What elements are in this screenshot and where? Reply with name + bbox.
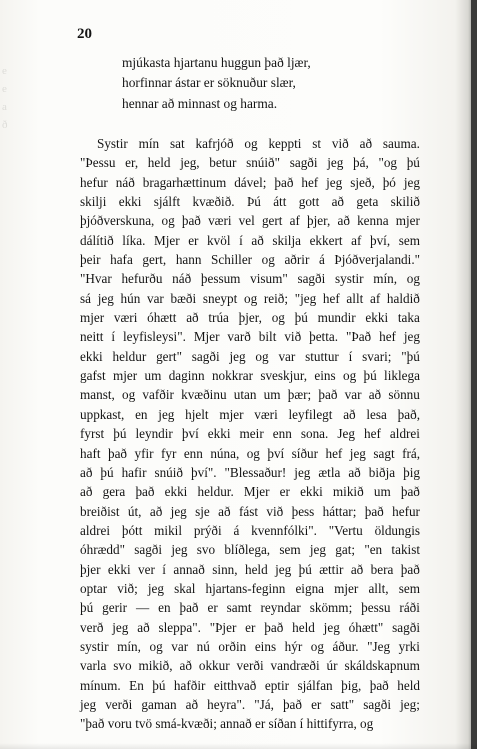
page-bottom-shadow	[0, 743, 477, 749]
prose-line: hefur náð bragarhættinum dável; það hef jeg sjeð, þó jeg	[80, 174, 420, 190]
bleed-through-left: e e a ð	[2, 65, 8, 131]
prose-line: sá jeg hún var bæði sneypt og reið; "jeg hef allt af haldið	[80, 290, 420, 306]
poem-line: mjúkasta hjartanu huggun það ljær,	[122, 55, 311, 70]
prose-line: "það voru tvö smá-kvæði; annað er síðan í hittifyrra, og	[80, 716, 374, 732]
poem-stanza	[122, 53, 311, 114]
prose-line: skilji ekki sjálft kvæðið. Þú átt gott að geta skilið	[80, 194, 420, 210]
prose-line: varla svo mikið, að okkur verði vandræði úr skáldskapnum	[80, 658, 420, 674]
prose-line: neitt í leyfisleysi". Mjer varð bilt við þetta. "Það hef jeg	[80, 329, 420, 345]
page-number: 20	[77, 26, 92, 42]
poem-line: hennar að minnast og harma.	[122, 95, 278, 111]
prose-line: aldrei þótt mikil prýði á kvennfólki". "Vertu öldungis	[80, 522, 420, 538]
prose-line: þjer ekki ver í annað sinn, held jeg þú ættir að bera það	[80, 561, 420, 577]
prose-line: verð jeg að sleppa". "Þjer er það held jeg óhætt" sagði	[80, 619, 420, 635]
prose-line: "Þessu er, held jeg, betur snúið" sagði jeg þá, "og þú	[80, 155, 420, 171]
prose-line: óhrædd" sagði jeg svo blíðlega, sem jeg gat; "en takist	[80, 542, 420, 558]
prose-line: að gera það ekki heldur. Mjer er ekki mikið um það	[80, 484, 420, 500]
prose-line: jeg verði gaman að heyra". "Já, það er satt" sagði jeg;	[80, 696, 420, 712]
prose-line: manst, og vafðir kvæðinu utan um þær; það var að sönnu	[80, 387, 420, 403]
prose-line: "Hvar hefurðu náð þessum visum" sagði systir mín, og	[80, 271, 420, 287]
prose-line: Systir mín sat kafrjóð og keppti st við að sauma.	[97, 136, 420, 151]
prose-line: þú gerir — en það er samt reyndar skömm; þessu ráði	[80, 600, 420, 616]
prose-line: breiðist út, að jeg sje að fást við þess háttar; það hefur	[80, 503, 420, 519]
prose-line: dálítið líka. Mjer er kvöl í að skilja ekkert af því, sem	[80, 232, 420, 248]
prose-line: haft það yfir fyr enn núna, og því síður hef jeg sagt frá,	[80, 445, 420, 461]
prose-line: mínum. En þú hafðir eitthvað eptir sjálfan þig, það held	[80, 677, 420, 693]
prose-body	[80, 134, 420, 734]
prose-line: optar við; jeg skal hjartans-feginn eigna mjer allt, sem	[80, 580, 420, 596]
page-edge-shadow	[471, 0, 477, 749]
prose-line: systir mín, og var nú orðin eins hýr og áður. "Jeg yrki	[80, 638, 420, 654]
poem-line: horfinnar ástar er söknuður slær,	[122, 75, 296, 91]
prose-line: gafst mjer um daginn nokkrar sveskjur, eins og þú liklega	[80, 368, 420, 384]
prose-line: þjóðverskuna, og það væri vel gert af þjer, að kenna mjer	[80, 213, 420, 229]
prose-line: fyrst þú leyndir því ekki meir enn sona. Jeg hef aldrei	[80, 426, 420, 442]
prose-line: ekki heldur gert" sagði jeg og var stuttur í svari; "þú	[80, 348, 420, 364]
prose-line: uppkast, en jeg hjelt mjer væri leyfilegt að lesa það,	[80, 406, 420, 422]
prose-line: að þú hafir snúið því". "Blessaður! jeg ætla að biðja þig	[80, 464, 420, 480]
prose-line: mjer væri óhætt að trúa þjer, og þú mundir ekki taka	[80, 310, 420, 326]
prose-line: þeir hafa gert, hann Schiller og aðrir á Þjóðverjalandi."	[80, 252, 420, 268]
